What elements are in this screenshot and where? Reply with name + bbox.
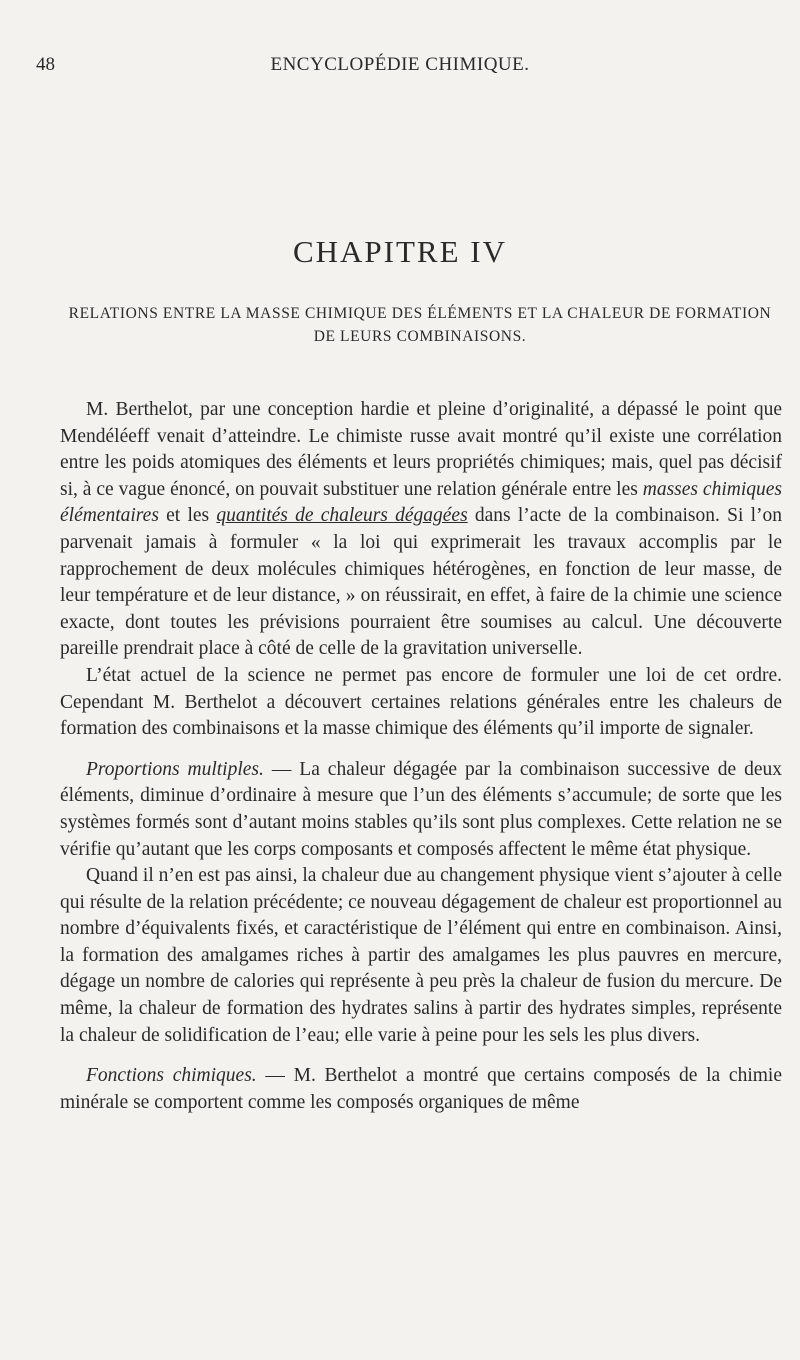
paragraph-2: L’état actuel de la science ne permet pas encore de formuler une loi de cet ordre. Cependant M. Berthelot a découvert certaines relations générales entre les chaleurs de formation des combinaisons et la masse chimique des éléments qu’il importe de signaler.	[60, 664, 782, 740]
running-head	[0, 52, 800, 80]
section-heading-fonctions: Fonctions chimiques.	[86, 1065, 257, 1087]
paragraph-1: M. Berthelot, par une conception hardie et pleine d’originalité, a dépassé le point que Mendéléeff venait d’atteindre. Le chimiste russe avait montré qu’il existe une corrélation entre les poids atomiques des éléments et leurs propriétés chimiques; mais, quel pas décisif si, à ce vague énoncé, on pouvait substituer une relation générale entre les masses chimiques élémentaires et les quantités de chaleurs dégagées dans l’acte de la combinaison. Si l’on parvenait jamais à formuler « la loi qui exprimerait les travaux accomplis par le rapprochement de deux molécules chimiques hétérogènes, en fonction de leur masse, de leur température et de leur distance, » on réussirait, en effet, à faire de la chimie une science exacte, dont toutes les prévisions pourraient être soumises au calcul. Une découverte pareille prendrait place à côté de celle de la gravitation universelle.	[60, 399, 783, 660]
chapter-title: CHAPITRE IV	[292, 234, 508, 269]
chapter-subtitle: RELATIONS ENTRE LA MASSE CHIMIQUE DES ÉLÉMENTS ET LA CHALEUR DE FORMATION DE LEURS COMBINAISONS.	[68, 305, 772, 345]
paragraph-3: Proportions multiples. — La chaleur dégagée par la combinaison successive de deux éléments, diminue d’ordinaire à mesure que l’un des éléments s’accumule; de sorte que les systèmes formés sont d’autant moins stables qu’ils sont plus complexes. Cette relation ne se vérifie qu’autant que les corps composants et composés affectent le même état physique.	[60, 758, 782, 860]
paragraph-4: Quand il n’en est pas ainsi, la chaleur due au changement physique vient s’ajouter à celle qui résulte de la relation précédente; ce nouveau dégagement de chaleur est proportionnel au nombre d’équivalents fixés, et caractéristique de l’élément qui entre en combinaison. Ainsi, la formation des amalgames riches à partir des amalgames les plus pauvres en mercure, dégage un nombre de calories qui représente à peu près la chaleur de fusion du mercure. De même, la chaleur de formation des hydrates salins à partir des hydrates simples, représente la chaleur de solidification de l’eau; elle varie à peine pour les sels les plus divers.	[60, 865, 782, 1046]
paragraph-5: Fonctions chimiques. — M. Berthelot a montré que certains composés de la chimie minérale se comportent comme les composés organiques de même	[60, 1065, 782, 1113]
running-title: ENCYCLOPÉDIE CHIMIQUE.	[270, 54, 530, 75]
section-heading-proportions: Proportions multiples.	[86, 758, 264, 780]
body-text	[60, 397, 782, 1116]
page-number: 48	[36, 54, 55, 75]
emphasis-masses: masses chimiques élémentaires	[60, 478, 782, 527]
emphasis-quantites: quantités de chaleurs dégagées	[216, 505, 468, 527]
